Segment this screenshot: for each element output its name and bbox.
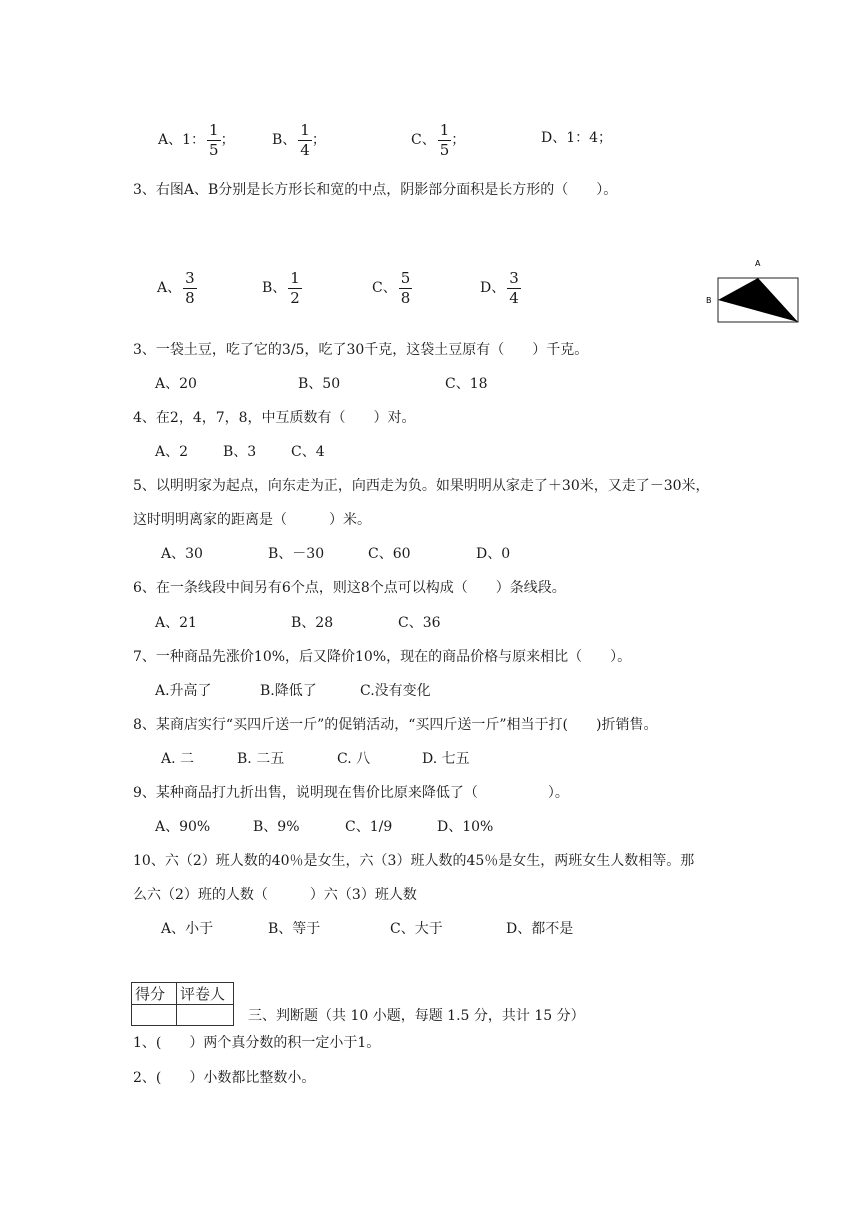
- option-prefix: C、: [411, 132, 436, 148]
- q5-option-a: A、30: [161, 546, 203, 562]
- q9-option-c: C、1/9: [345, 819, 393, 835]
- grader-cell[interactable]: [177, 1005, 234, 1026]
- q10-option-b: B、等于: [268, 921, 321, 937]
- q3a-option-b: B、 $\frac{1}{2}$: [262, 269, 300, 307]
- q4-option-c: C、4: [291, 444, 325, 460]
- q7-option-c: C.没有变化: [360, 683, 431, 699]
- score-label: 得分: [132, 983, 177, 1005]
- section-3-heading: 三、判断题（共 10 小题，每题 1.5 分，共计 15 分）: [248, 1008, 585, 1024]
- q9-option-d: D、10%: [437, 819, 494, 835]
- point-b-label: B: [706, 296, 712, 305]
- q3b-option-a: A、20: [155, 376, 197, 392]
- fraction: $\frac{3}{8}$: [185, 269, 195, 307]
- shaded-triangle: [718, 278, 798, 322]
- q10-option-c: C、大于: [390, 921, 443, 937]
- q6-option-c: C、36: [398, 615, 441, 631]
- fraction: $\frac{1}{4}$: [300, 121, 310, 159]
- q8-option-c: C. 八: [337, 751, 371, 767]
- q10-option-a: A、小于: [161, 921, 214, 937]
- judgment-item-2: 2、( ）小数都比整数小。: [133, 1070, 316, 1086]
- top-option-c: C、 $\frac{1}{5}$ ；: [411, 121, 466, 159]
- q8-option-a: A. 二: [161, 751, 195, 767]
- question-7-text: 7、一种商品先涨价10%，后又降价10%，现在的商品价格与原来相比（ ）。: [133, 649, 632, 665]
- grader-label: 评卷人: [177, 983, 234, 1005]
- question-8-text: 8、某商店实行“买四斤送一斤”的促销活动，“买四斤送一斤”相当于打( )折销售。: [133, 717, 658, 733]
- q3a-option-c: C、 $\frac{5}{8}$: [372, 269, 411, 307]
- fraction: $\frac{1}{2}$: [290, 269, 300, 307]
- fraction: $\frac{1}{5}$: [439, 121, 450, 159]
- top-option-a: A、1： $\frac{1}{5}$ ；: [158, 121, 235, 159]
- question-10-line1: 10、六（2）班人数的40％是女生，六（3）班人数的45％是女生，两班女生人数相等。那: [133, 853, 695, 869]
- option-prefix: B、: [272, 132, 297, 148]
- fraction: $\frac{5}{8}$: [400, 269, 411, 307]
- judgment-item-1: 1、( ）两个真分数的积一定小于1。: [133, 1035, 381, 1051]
- q8-option-d: D. 七五: [422, 751, 470, 767]
- q3a-option-d: D、 $\frac{3}{4}$: [480, 269, 519, 307]
- q8-option-b: B. 二五: [237, 751, 285, 767]
- score-table: [131, 982, 234, 1026]
- top-option-d: D、1：4；: [541, 130, 613, 146]
- q10-option-d: D、都不是: [506, 921, 574, 937]
- q5-option-c: C、60: [368, 546, 411, 562]
- question-3b-text: 3、一袋土豆，吃了它的3/5，吃了30千克，这袋土豆原有（ ）千克。: [133, 342, 589, 358]
- q6-option-a: A、21: [155, 615, 197, 631]
- score-cell[interactable]: [132, 1005, 177, 1026]
- question-9-text: 9、某种商品打九折出售，说明现在售价比原来降低了（ ）。: [133, 785, 569, 801]
- fraction: $\frac{3}{4}$: [509, 269, 519, 307]
- top-option-b: B、 $\frac{1}{4}$ ；: [272, 121, 326, 159]
- question-3a-text: 3、右图A、B分别是长方形长和宽的中点，阴影部分面积是长方形的（ ）。: [133, 182, 618, 198]
- question-5-line1: 5、以明明家为起点，向东走为正，向西走为负。如果明明从家走了＋30米，又走了－30米，: [133, 478, 710, 494]
- question-5-line2: 这时明明离家的距离是（ ）米。: [133, 512, 371, 528]
- q6-option-b: B、28: [291, 615, 334, 631]
- q4-option-b: B、3: [223, 444, 257, 460]
- q3b-option-b: B、50: [298, 376, 341, 392]
- q9-option-b: B、9%: [253, 819, 300, 835]
- question-6-text: 6、在一条线段中间另有6个点，则这8个点可以构成（ ）条线段。: [133, 580, 566, 596]
- q3b-option-c: C、18: [445, 376, 488, 392]
- q4-option-a: A、2: [155, 444, 189, 460]
- q7-option-a: A.升高了: [155, 683, 212, 699]
- q3a-option-a: A、 $\frac{3}{8}$: [157, 269, 195, 307]
- q9-option-a: A、90%: [155, 819, 211, 835]
- point-a-label: A: [755, 259, 761, 268]
- fraction: $\frac{1}{5}$: [209, 121, 219, 159]
- q5-option-b: B、－30: [268, 546, 325, 562]
- question-10-line2: 么六（2）班的人数（ ）六（3）班人数: [133, 887, 417, 903]
- rectangle-figure: [700, 252, 804, 328]
- question-4-text: 4、在2，4，7，8，中互质数有（ ）对。: [133, 410, 416, 426]
- option-prefix: A、1：: [158, 132, 206, 148]
- q5-option-d: D、0: [476, 546, 511, 562]
- q7-option-b: B.降低了: [260, 683, 317, 699]
